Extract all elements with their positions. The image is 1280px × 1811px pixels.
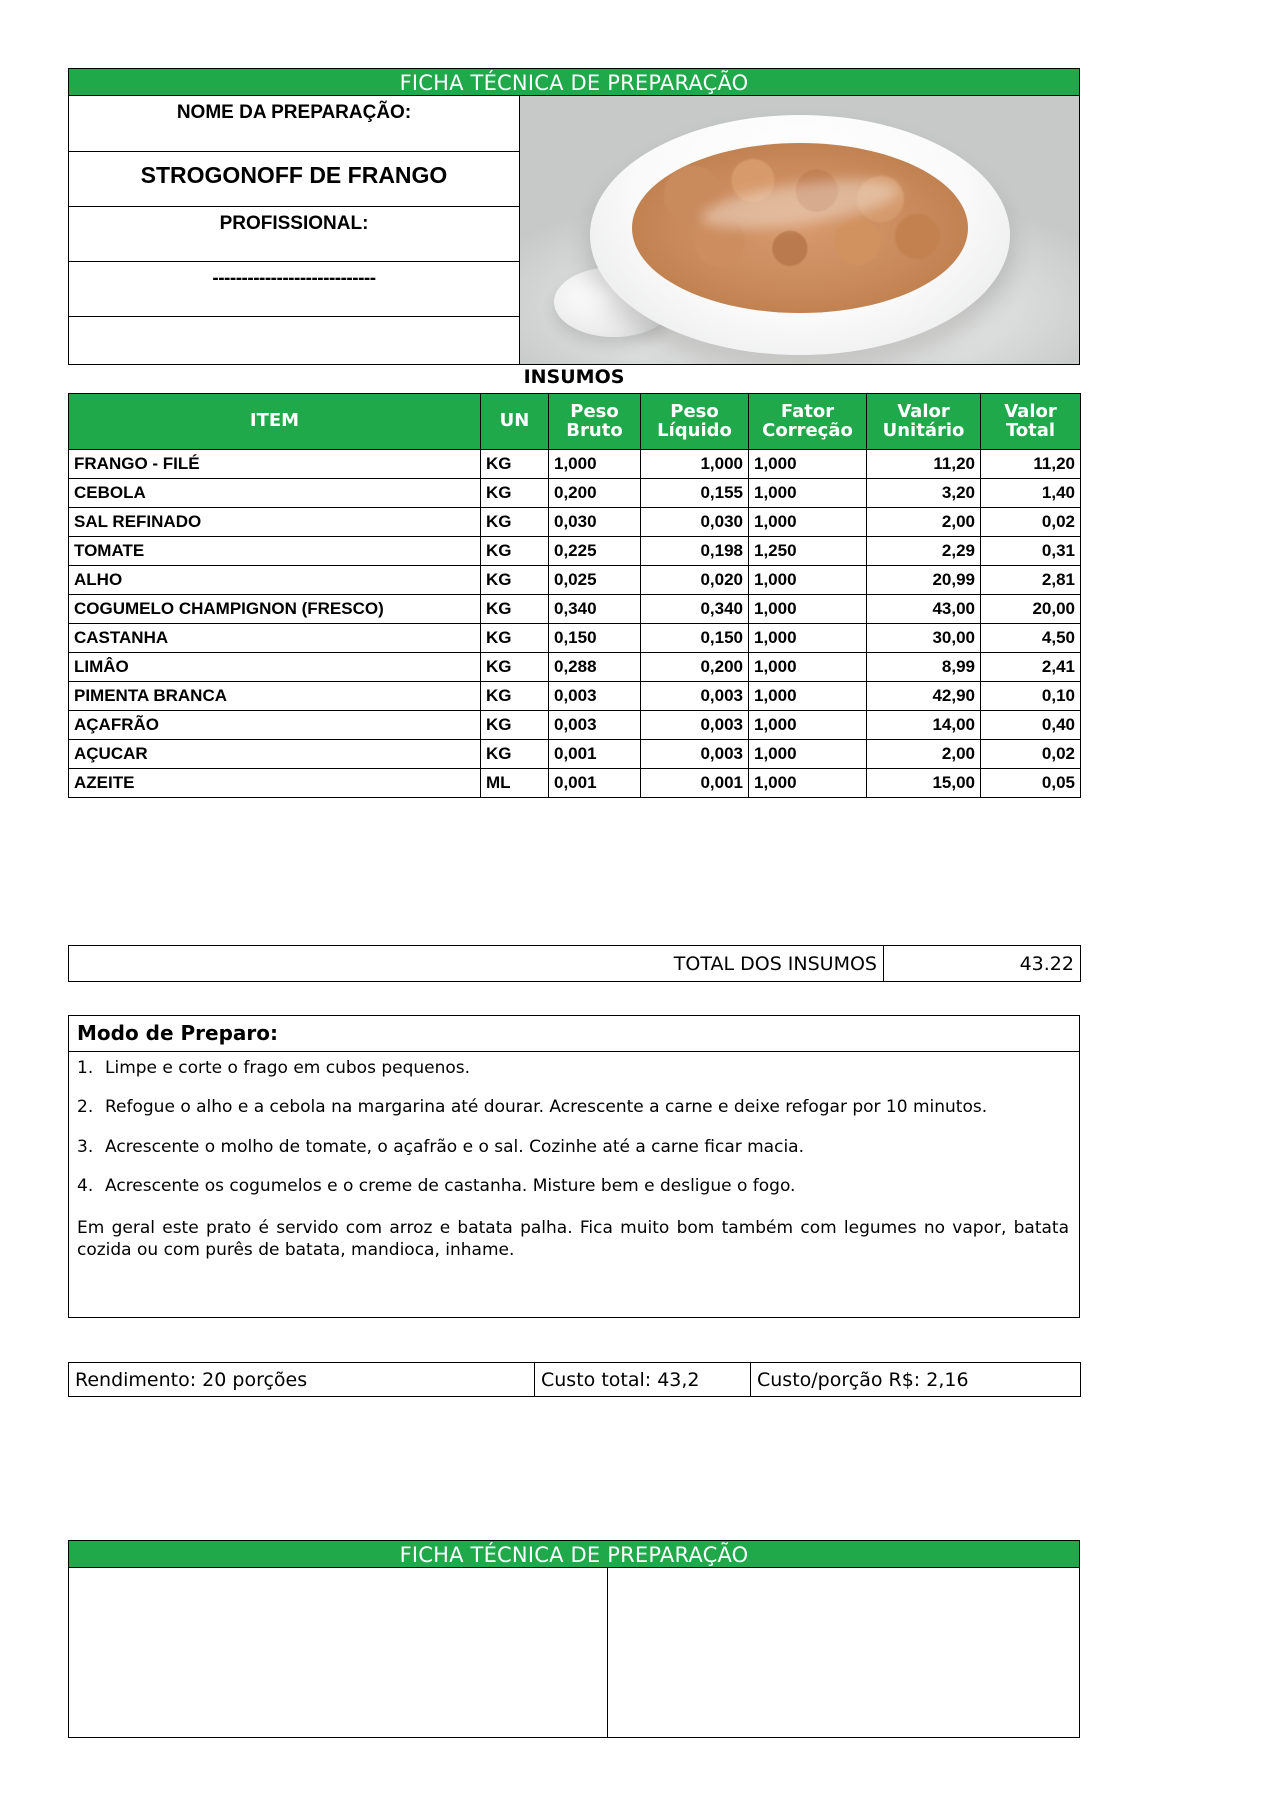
cell-item: CASTANHA [69, 624, 481, 653]
col-header-valor-unitario-l2: Unitário [882, 419, 965, 441]
cell-fator-correcao: 1,000 [749, 769, 867, 798]
modo-preparo-step [77, 1097, 1069, 1118]
cell-fator-correcao: 1,000 [749, 740, 867, 769]
table-row [69, 595, 1081, 624]
cell-valor-unitario: 15,00 [867, 769, 981, 798]
col-header-valor-total [981, 394, 1081, 450]
rendimento-cell: Rendimento: 20 porções [69, 1363, 535, 1397]
cell-valor-unitario: 3,20 [867, 479, 981, 508]
table-row [69, 653, 1081, 682]
total-insumos-label: TOTAL DOS INSUMOS [69, 946, 884, 982]
table-row [69, 479, 1081, 508]
ficha-tecnica-title-bar-top [68, 68, 1080, 96]
label-nome-preparacao: NOME DA PREPARAÇÃO: [68, 96, 520, 152]
cell-fator-correcao: 1,000 [749, 595, 867, 624]
cell-un: KG [481, 450, 549, 479]
col-header-valor-unitario-l1: Valor [897, 400, 950, 422]
cell-fator-correcao: 1,000 [749, 682, 867, 711]
total-insumos-value: 43.22 [884, 946, 1081, 982]
cell-peso-liquido: 0,020 [641, 566, 749, 595]
col-header-item [69, 394, 481, 450]
cell-peso-liquido: 0,155 [641, 479, 749, 508]
second-sheet-grid [68, 1568, 1080, 1738]
cell-valor-total: 0,02 [981, 740, 1081, 769]
recipe-footer-table [68, 1362, 1081, 1397]
cell-item: PIMENTA BRANCA [69, 682, 481, 711]
table-row [69, 711, 1081, 740]
cell-peso-bruto: 0,025 [549, 566, 641, 595]
custo-total-cell: Custo total: 43,2 [535, 1363, 751, 1397]
cell-peso-liquido: 0,150 [641, 624, 749, 653]
col-header-peso-liquido-l2: Líquido [657, 419, 732, 441]
cell-un: KG [481, 682, 549, 711]
sauce-highlight [698, 171, 902, 238]
custo-porcao-cell: Custo/porção R$: 2,16 [751, 1363, 1081, 1397]
modo-preparo-title: Modo de Preparo: [69, 1016, 1079, 1052]
total-insumos-row [69, 946, 1081, 982]
cell-item: LIMÂO [69, 653, 481, 682]
cell-valor-unitario: 42,90 [867, 682, 981, 711]
cell-un: KG [481, 711, 549, 740]
cell-peso-liquido: 0,198 [641, 537, 749, 566]
cell-peso-bruto: 0,030 [549, 508, 641, 537]
cell-un: KG [481, 624, 549, 653]
table-row [69, 682, 1081, 711]
col-header-valor-total-l1: Valor [1004, 400, 1057, 422]
insumos-table-header-row [69, 394, 1081, 450]
insumos-table [68, 393, 1081, 798]
cell-valor-unitario: 11,20 [867, 450, 981, 479]
photo-background [520, 96, 1079, 364]
stroganoff-food-shape [632, 143, 968, 313]
cell-valor-total: 4,50 [981, 624, 1081, 653]
modo-preparo-step-text: Acrescente os cogumelos e o creme de castanha. Misture bem e desligue o fogo. [105, 1175, 796, 1196]
col-header-peso-liquido [641, 394, 749, 450]
bowl-shape [590, 115, 1010, 355]
cell-peso-bruto: 0,225 [549, 537, 641, 566]
cell-un: KG [481, 479, 549, 508]
cell-peso-liquido: 0,003 [641, 682, 749, 711]
cell-peso-bruto: 0,001 [549, 769, 641, 798]
col-header-valor-unitario [867, 394, 981, 450]
preparation-name-value: STROGONOFF DE FRANGO [68, 152, 520, 207]
modo-preparo-step-text: Limpe e corte o frago em cubos pequenos. [105, 1058, 471, 1078]
cell-valor-unitario: 30,00 [867, 624, 981, 653]
modo-preparo-step-number: 4. [77, 1175, 94, 1196]
cell-fator-correcao: 1,000 [749, 711, 867, 740]
modo-preparo-step [77, 1058, 1069, 1079]
cell-item: TOMATE [69, 537, 481, 566]
cell-item: AÇAFRÃO [69, 711, 481, 740]
cell-peso-liquido: 0,340 [641, 595, 749, 624]
modo-preparo-body [69, 1052, 1079, 1317]
total-insumos-table [68, 945, 1081, 982]
cell-un: KG [481, 653, 549, 682]
cell-item: AÇUCAR [69, 740, 481, 769]
total-insumos-wrap [68, 945, 1080, 982]
cell-valor-unitario: 2,29 [867, 537, 981, 566]
table-row [69, 508, 1081, 537]
modo-preparo-spacer [77, 1261, 1069, 1307]
cell-un: KG [481, 566, 549, 595]
table-row [69, 566, 1081, 595]
cell-valor-total: 20,00 [981, 595, 1081, 624]
cell-fator-correcao: 1,000 [749, 508, 867, 537]
cell-valor-total: 0,05 [981, 769, 1081, 798]
modo-preparo-step [77, 1176, 1069, 1197]
insumos-table-wrap [68, 393, 1080, 798]
cell-item: FRANGO - FILÉ [69, 450, 481, 479]
cell-fator-correcao: 1,000 [749, 479, 867, 508]
strogonoff-photo [520, 96, 1080, 365]
cell-fator-correcao: 1,000 [749, 653, 867, 682]
cell-peso-bruto: 0,003 [549, 682, 641, 711]
modo-preparo-step-text: Refogue o alho e a cebola na margarina até dourar. Acrescente a carne e deixe refogar por 10 minutos. [105, 1097, 988, 1118]
col-header-peso-bruto [549, 394, 641, 450]
table-row [69, 537, 1081, 566]
second-sheet-left-cell [68, 1568, 608, 1738]
cell-item: ALHO [69, 566, 481, 595]
cell-valor-unitario: 43,00 [867, 595, 981, 624]
cell-peso-liquido: 0,003 [641, 740, 749, 769]
title-bar-label: FICHA TÉCNICA DE PREPARAÇÃO [68, 68, 1080, 96]
cell-peso-bruto: 1,000 [549, 450, 641, 479]
header-blank-row [68, 317, 520, 365]
cell-valor-total: 0,10 [981, 682, 1081, 711]
cell-peso-liquido: 1,000 [641, 450, 749, 479]
cell-un: KG [481, 740, 549, 769]
cell-valor-unitario: 14,00 [867, 711, 981, 740]
cell-un: KG [481, 508, 549, 537]
cell-peso-liquido: 0,001 [641, 769, 749, 798]
recipe-footer-wrap [68, 1362, 1080, 1397]
cell-valor-total: 11,20 [981, 450, 1081, 479]
ficha-tecnica-title-bar-bottom [68, 1540, 1080, 1738]
cell-valor-unitario: 2,00 [867, 740, 981, 769]
preparation-header-block [68, 96, 1080, 365]
col-header-item-l1: ITEM [249, 410, 300, 432]
cell-fator-correcao: 1,000 [749, 566, 867, 595]
cell-item: SAL REFINADO [69, 508, 481, 537]
cell-un: KG [481, 595, 549, 624]
modo-preparo-steps [77, 1058, 1069, 1197]
second-sheet-right-cell [608, 1568, 1080, 1738]
modo-preparo-note: Em geral este prato é servido com arroz e batata palha. Fica muito bom também com legumes no vapor, batata cozida ou com purês de batata, mandioca, inhame. [77, 1218, 1069, 1261]
cell-valor-unitario: 2,00 [867, 508, 981, 537]
cell-valor-total: 0,31 [981, 537, 1081, 566]
cell-valor-unitario: 20,99 [867, 566, 981, 595]
cell-peso-liquido: 0,200 [641, 653, 749, 682]
table-row [69, 769, 1081, 798]
cell-valor-total: 0,40 [981, 711, 1081, 740]
col-header-peso-bruto-l2: Bruto [566, 419, 623, 441]
cell-un: ML [481, 769, 549, 798]
cell-fator-correcao: 1,000 [749, 624, 867, 653]
second-sheet-title-label: FICHA TÉCNICA DE PREPARAÇÃO [68, 1540, 1080, 1568]
modo-preparo-wrap [68, 1015, 1080, 1318]
cell-peso-bruto: 0,003 [549, 711, 641, 740]
insumos-section-label: INSUMOS [523, 366, 625, 388]
modo-preparo-step-number: 1. [77, 1058, 94, 1078]
col-header-fator-correcao-l2: Correção [762, 419, 853, 441]
cell-valor-total: 2,81 [981, 566, 1081, 595]
col-header-peso-bruto-l1: Peso [570, 400, 619, 422]
modo-preparo-box [68, 1015, 1080, 1318]
cell-un: KG [481, 537, 549, 566]
insumos-table-body [69, 450, 1081, 798]
cell-peso-bruto: 0,200 [549, 479, 641, 508]
col-header-fator-correcao-l1: Fator [780, 400, 835, 422]
cell-peso-liquido: 0,003 [641, 711, 749, 740]
cell-valor-total: 2,41 [981, 653, 1081, 682]
cell-item: CEBOLA [69, 479, 481, 508]
col-header-un-l1: UN [499, 410, 530, 432]
preparation-header-left [68, 96, 520, 365]
col-header-peso-liquido-l1: Peso [670, 400, 719, 422]
table-row [69, 450, 1081, 479]
col-header-un [481, 394, 549, 450]
cell-valor-unitario: 8,99 [867, 653, 981, 682]
professional-value: ---------------------------- [68, 262, 520, 317]
cell-peso-bruto: 0,340 [549, 595, 641, 624]
modo-preparo-step-text: Acrescente o molho de tomate, o açafrão e o sal. Cozinhe até a carne ficar macia. [105, 1136, 804, 1157]
cell-valor-total: 0,02 [981, 508, 1081, 537]
table-row [69, 624, 1081, 653]
cell-peso-liquido: 0,030 [641, 508, 749, 537]
cell-peso-bruto: 0,001 [549, 740, 641, 769]
col-header-valor-total-l2: Total [1005, 419, 1056, 441]
cell-fator-correcao: 1,000 [749, 450, 867, 479]
modo-preparo-step-number: 2. [77, 1097, 94, 1118]
table-row [69, 740, 1081, 769]
modo-preparo-step-number: 3. [77, 1136, 94, 1157]
cell-peso-bruto: 0,288 [549, 653, 641, 682]
cell-fator-correcao: 1,250 [749, 537, 867, 566]
label-profissional: PROFISSIONAL: [68, 207, 520, 262]
recipe-footer-row [69, 1363, 1081, 1397]
cell-item: AZEITE [69, 769, 481, 798]
modo-preparo-step [77, 1137, 1069, 1158]
col-header-fator-correcao [749, 394, 867, 450]
cell-peso-bruto: 0,150 [549, 624, 641, 653]
cell-valor-total: 1,40 [981, 479, 1081, 508]
cell-item: COGUMELO CHAMPIGNON (FRESCO) [69, 595, 481, 624]
